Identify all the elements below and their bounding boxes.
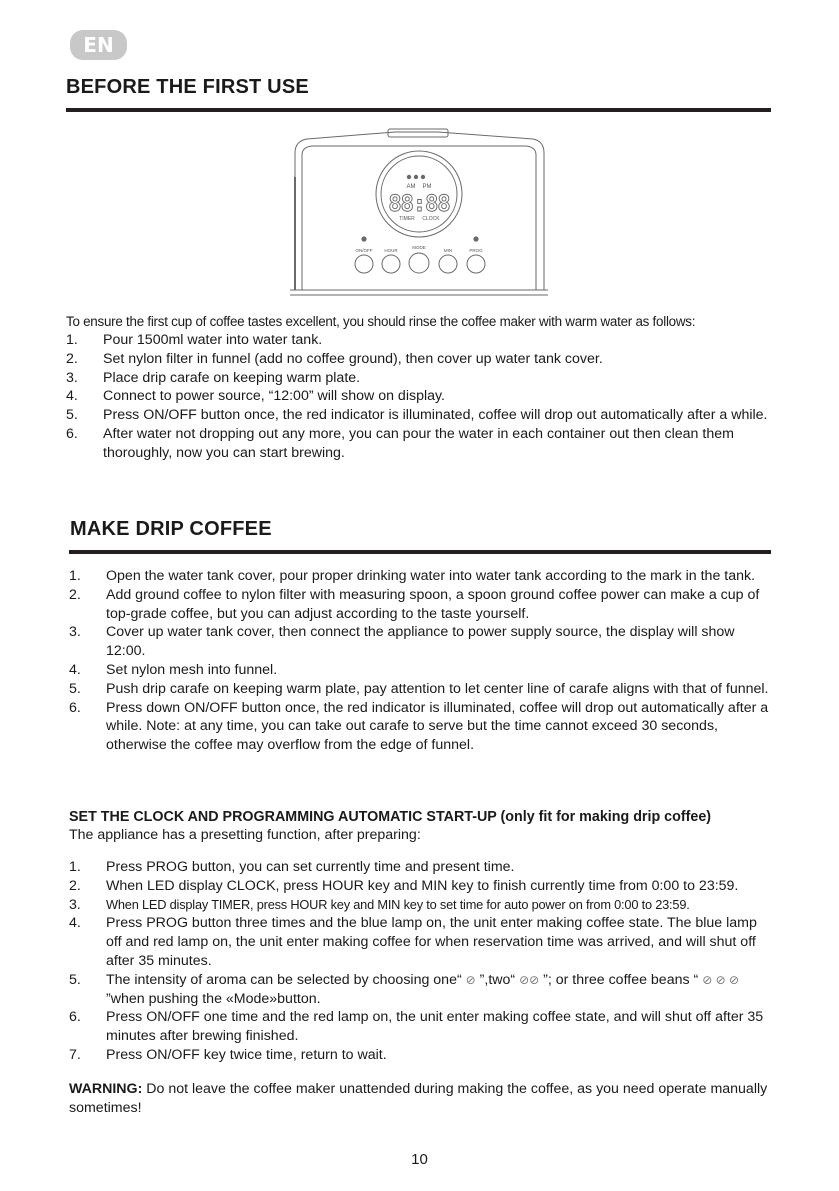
display-digits: 88:88 — [388, 192, 450, 217]
coffee-maker-control-panel-illustration — [290, 127, 548, 300]
list-item: 3. Cover up water tank cover, then connect the appliance to power supply source, the display will show 12:00. — [69, 624, 735, 660]
display-am-label: AM — [406, 184, 416, 190]
warning-label: WARNING: — [69, 1081, 143, 1097]
button-label-hour: HOUR — [384, 248, 398, 253]
clock-programming-intro: The appliance has a presetting function, after preparing: — [69, 827, 421, 843]
hour-button — [382, 255, 400, 273]
clock-programming-steps-list — [69, 858, 775, 1065]
button-label-min: MIN — [443, 248, 453, 253]
coffee-bean-icon: ⊘ ⊘ ⊘ — [702, 972, 740, 987]
button-label-onoff: ON/OFF — [355, 248, 373, 253]
prog-button — [467, 255, 485, 273]
warning-note: WARNING: Do not leave the coffee maker unattended during making the coffee, as you need operate manually sometimes! — [69, 1081, 768, 1116]
list-item: 5. Press ON/OFF button once, the red indicator is illuminated, coffee will drop out automatically after a while. — [66, 407, 768, 424]
list-item: 6. Press ON/OFF one time and the red lamp on, the unit enter making coffee state, and will shut off after 35 minutes after brewing finished. — [69, 1009, 764, 1045]
section-title-make-drip-coffee: MAKE DRIP COFFEE — [70, 518, 272, 540]
list-item: 2. Set nylon filter in funnel (add no coffee ground), then cover up water tank cover. — [66, 350, 603, 367]
coffee-bean-icon: ⊘⊘ — [519, 972, 540, 987]
list-item: 7. Press ON/OFF key twice time, return to wait. — [69, 1046, 387, 1063]
list-item: 2. When LED display CLOCK, press HOUR key and MIN key to finish currently time from 0:00 to 23:59. — [69, 877, 739, 894]
mode-button — [409, 253, 429, 273]
list-item: 5. Push drip carafe on keeping warm plate, pay attention to let center line of carafe aligns with that of funnel. — [69, 680, 769, 697]
rinse-steps-list — [66, 331, 771, 463]
button-label-prog: PROG — [469, 248, 483, 253]
list-item: 5. The intensity of aroma can be selected by choosing one“ ⊘ ”,two“ ⊘⊘ ”; or three coffee beans “ ⊘ ⊘ ⊘ ”when pushing the «Mode»button. — [69, 971, 740, 1007]
onoff-button — [355, 255, 373, 273]
section-divider — [69, 550, 771, 554]
list-item: 3. Place drip carafe on keeping warm plate. — [66, 369, 361, 386]
list-item: 6. Press down ON/OFF button once, the red indicator is illuminated, coffee will drop out automatically after a while. Note: at any time, you can take out carafe to serve but the time cannot exceed 30 seconds, otherwise the coffee may overflow from the edge of funnel. — [69, 699, 769, 754]
list-item: 4. Connect to power source, “12:00” will show on display. — [66, 388, 445, 405]
list-item: 4. Press PROG button three times and the blue lamp on, the unit enter making coffee state. The blue lamp off and red lamp on, the unit enter making coffee for when reservation time was arrived, and will shut off after 35 minutes. — [69, 915, 757, 969]
list-item: 2. Add ground coffee to nylon filter with measuring spoon, a spoon ground coffee power can make a cup of top-grade coffee, but you can adjust according to the taste yourself. — [69, 586, 760, 622]
list-item: 3. When LED display TIMER, press HOUR key and MIN key to set time for auto power on from 0:00 to 23:59. — [69, 896, 690, 913]
list-item: 6. After water not dropping out any more, you can pour the water in each container out then clean them thoroughly, now you can start brewing. — [66, 425, 734, 461]
list-item: 4. Set nylon mesh into funnel. — [69, 661, 278, 678]
section-divider — [66, 108, 771, 112]
section-title-before-first-use: BEFORE THE FIRST USE — [66, 76, 309, 98]
display-timer-label: TIMER — [399, 216, 415, 222]
display-pm-label: PM — [422, 184, 432, 190]
list-item: 1. Open the water tank cover, pour proper drinking water into water tank according to the mark in the tank. — [69, 568, 756, 584]
list-item: 1. Pour 1500ml water into water tank. — [66, 332, 323, 348]
list-item: 1. Press PROG button, you can set currently time and present time. — [69, 859, 515, 875]
min-button — [439, 255, 457, 273]
button-label-mode: MODE — [412, 245, 426, 250]
drip-coffee-steps-list — [69, 567, 775, 755]
rinse-intro-text: To ensure the first cup of coffee tastes excellent, you should rinse the coffee maker with warm water as follows: — [66, 314, 696, 329]
page-number: 10 — [411, 1151, 428, 1168]
language-badge: EN — [70, 30, 127, 60]
display-clock-label: CLOCK — [422, 216, 440, 222]
clock-programming-heading: SET THE CLOCK AND PROGRAMMING AUTOMATIC START-UP (only fit for making drip coffee) — [69, 809, 712, 825]
coffee-bean-icon: ⊘ — [465, 972, 476, 987]
